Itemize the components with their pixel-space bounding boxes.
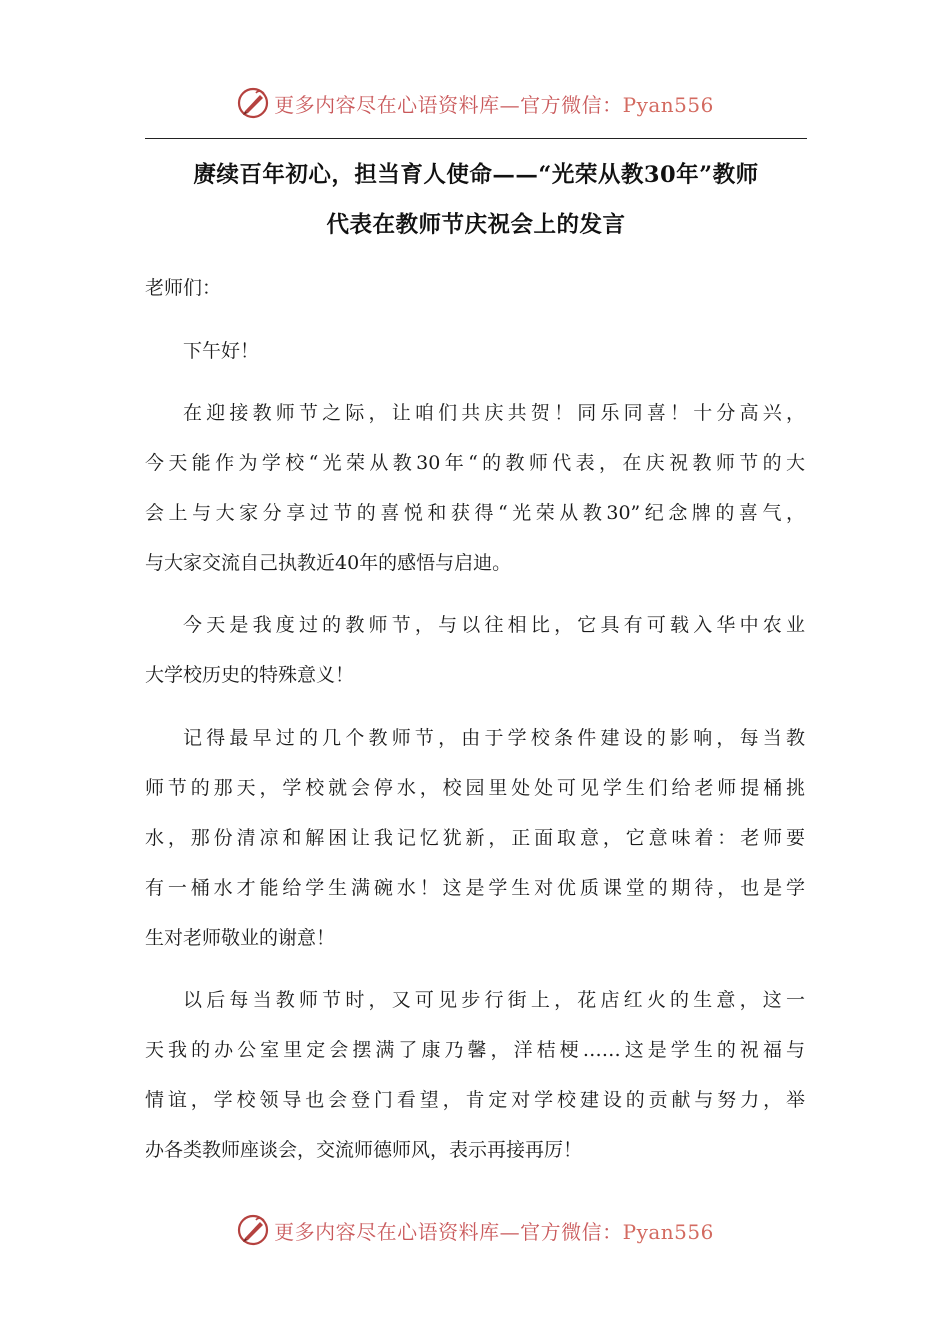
p4-line: 情谊，学校领导也会登门看望，肯定对学校建设的贡献与努力，举 bbox=[145, 1089, 805, 1111]
p3-line: 生对老师敬业的谢意！ bbox=[145, 927, 336, 949]
p3-line: 有一桶水才能给学生满碗水！这是学生对优质课堂的期待，也是学 bbox=[145, 877, 805, 899]
pen-logo-icon bbox=[236, 1213, 270, 1247]
header-banner-text: 更多内容尽在心语资料库—官方微信：Pyan556 bbox=[274, 92, 714, 117]
p1-line: 在迎接教师节之际，让咱们共庆共贺！同乐同喜！十分高兴， bbox=[183, 402, 805, 424]
wechat-id: Pyan556 bbox=[622, 92, 714, 117]
footer-banner[interactable] bbox=[0, 1210, 950, 1250]
footer-banner-text: 更多内容尽在心语资料库—官方微信：Pyan556 bbox=[274, 1219, 714, 1244]
p3-line: 师节的那天，学校就会停水，校园里处处可见学生们给老师提桶挑 bbox=[145, 777, 805, 799]
p4-line: 办各类教师座谈会，交流师德师风，表示再接再厉！ bbox=[145, 1139, 583, 1161]
doc-title-line2: 代表在教师节庆祝会上的发言 bbox=[326, 212, 626, 238]
p3-line: 记得最早过的几个教师节，由于学校条件建设的影响，每当教 bbox=[183, 727, 805, 749]
p3-line: 水，那份清凉和解困让我记忆犹新，正面取意，它意味着：老师要 bbox=[145, 827, 805, 849]
doc-title-line1: 赓续百年初心，担当育人使命——“光荣从教30年”教师 bbox=[193, 162, 759, 188]
p4-line: 天我的办公室里定会摆满了康乃馨，洋桔梗……这是学生的祝福与 bbox=[145, 1039, 805, 1061]
p1-line: 今天能作为学校“光荣从教30年“的教师代表，在庆祝教师节的大 bbox=[145, 452, 805, 474]
header-divider bbox=[145, 138, 807, 139]
p4-line: 以后每当教师节时，又可见步行街上，花店红火的生意，这一 bbox=[183, 989, 805, 1011]
wechat-id: Pyan556 bbox=[622, 1219, 714, 1244]
p2-line: 今天是我度过的教师节，与以往相比，它具有可载入华中农业 bbox=[183, 614, 805, 636]
salutation: 老师们： bbox=[145, 277, 222, 299]
p2-line: 大学校历史的特殊意义！ bbox=[145, 664, 355, 686]
greeting: 下午好！ bbox=[183, 340, 260, 362]
p1-line: 与大家交流自己执教近40年的感悟与启迪。 bbox=[145, 552, 512, 574]
pen-logo-icon bbox=[236, 86, 270, 120]
p1-line: 会上与大家分享过节的喜悦和获得“光荣从教30”纪念牌的喜气， bbox=[145, 502, 805, 524]
header-banner[interactable] bbox=[0, 83, 950, 123]
